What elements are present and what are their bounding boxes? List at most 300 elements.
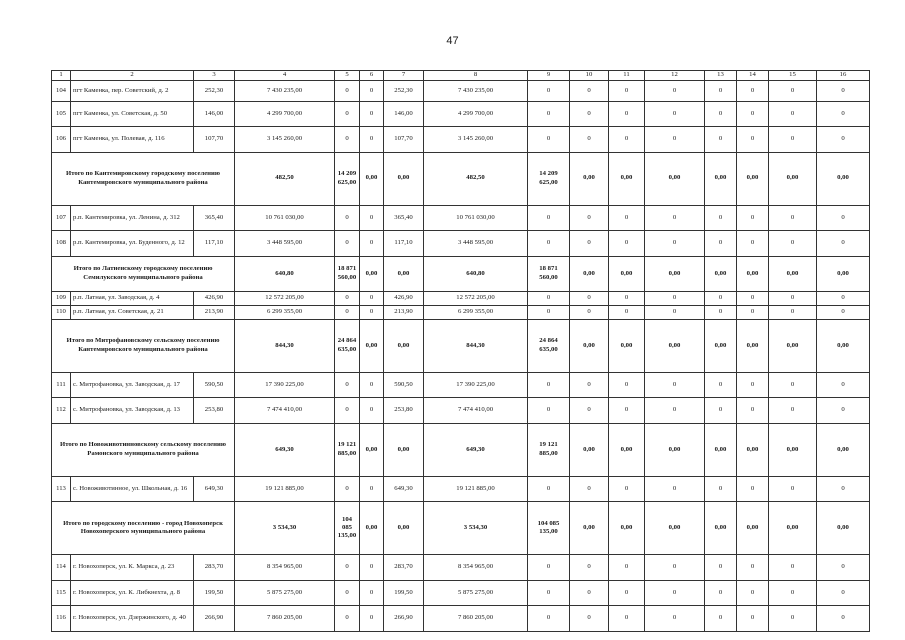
table-cell: 0,00 <box>705 319 737 372</box>
table-cell: 0 <box>769 476 817 502</box>
table-cell: 0 <box>609 476 645 502</box>
table-cell: 0,00 <box>384 256 424 291</box>
table-cell: 0 <box>817 305 870 319</box>
subtotal-row <box>52 319 870 372</box>
column-number: 2 <box>71 71 194 81</box>
table-cell: 6 299 355,00 <box>235 305 335 319</box>
table-cell: 0,00 <box>360 152 384 205</box>
table-cell: 0,00 <box>645 423 705 476</box>
table-cell: 252,30 <box>194 81 235 102</box>
table-cell: 0 <box>335 291 360 305</box>
table-cell: 0,00 <box>384 502 424 555</box>
table-cell: 199,50 <box>194 580 235 606</box>
table-cell: 0 <box>705 231 737 257</box>
address-cell: р.п. Кантемировка, ул. Ленина, д. 312 <box>71 205 194 231</box>
table-cell: 19 121 885,00 <box>335 423 360 476</box>
table-cell: 0 <box>817 580 870 606</box>
table-cell: 0,00 <box>609 152 645 205</box>
table-cell: 18 871 560,00 <box>335 256 360 291</box>
table-cell: 0,00 <box>737 256 769 291</box>
table-cell: 0 <box>737 580 769 606</box>
page-number: 47 <box>446 35 459 47</box>
table-cell: 253,80 <box>384 398 424 424</box>
table-cell: 426,90 <box>194 291 235 305</box>
table-cell: 14 209 625,00 <box>335 152 360 205</box>
table-row <box>52 291 870 305</box>
address-cell: г. Новохоперск, ул. Дзержинского, д. 40 <box>71 606 194 632</box>
table-cell: 104 085 135,00 <box>335 502 360 555</box>
row-number: 107 <box>52 205 71 231</box>
table-cell: 7 430 235,00 <box>424 81 528 102</box>
table-cell: 266,90 <box>194 606 235 632</box>
table-row <box>52 231 870 257</box>
column-number: 7 <box>384 71 424 81</box>
table-cell: 0,00 <box>360 319 384 372</box>
table-cell: 0 <box>360 372 384 398</box>
table-cell: 0 <box>705 555 737 581</box>
table-cell: 0,00 <box>570 502 609 555</box>
row-number: 110 <box>52 305 71 319</box>
table-cell: 0,00 <box>609 423 645 476</box>
table-cell: 17 390 225,00 <box>424 372 528 398</box>
table-cell: 107,70 <box>384 127 424 153</box>
table-cell: 0 <box>705 606 737 632</box>
header-row <box>52 71 870 81</box>
table-cell: 0 <box>769 606 817 632</box>
table-cell: 0 <box>609 231 645 257</box>
table-cell: 0,00 <box>645 152 705 205</box>
table-cell: 0 <box>817 127 870 153</box>
table-cell: 283,70 <box>384 555 424 581</box>
table-row <box>52 372 870 398</box>
table-cell: 8 354 965,00 <box>424 555 528 581</box>
table-cell: 0 <box>609 291 645 305</box>
table-cell: 3 448 595,00 <box>235 231 335 257</box>
table-cell: 0 <box>570 231 609 257</box>
table-cell: 253,80 <box>194 398 235 424</box>
table-cell: 252,30 <box>384 81 424 102</box>
table-cell: 0 <box>528 398 570 424</box>
table-cell: 0 <box>737 476 769 502</box>
table-cell: 0 <box>769 291 817 305</box>
table-cell: 146,00 <box>384 101 424 127</box>
table-cell: 0 <box>705 372 737 398</box>
table-cell: 0 <box>570 81 609 102</box>
table-cell: 0 <box>335 231 360 257</box>
row-number: 108 <box>52 231 71 257</box>
table-cell: 7 474 410,00 <box>424 398 528 424</box>
table-cell: 0 <box>705 101 737 127</box>
table-cell: 0 <box>609 127 645 153</box>
table-cell: 0 <box>360 127 384 153</box>
table-cell: 0 <box>570 372 609 398</box>
table-cell: 844,30 <box>235 319 335 372</box>
table-row <box>52 305 870 319</box>
column-number: 16 <box>817 71 870 81</box>
table-cell: 0 <box>817 555 870 581</box>
table-cell: 0 <box>817 101 870 127</box>
table-cell: 104 085 135,00 <box>528 502 570 555</box>
table-cell: 19 121 885,00 <box>528 423 570 476</box>
table-cell: 0,00 <box>769 423 817 476</box>
table-cell: 649,30 <box>194 476 235 502</box>
table-cell: 0 <box>528 231 570 257</box>
table-cell: 0 <box>737 101 769 127</box>
table-cell: 0 <box>705 205 737 231</box>
table-cell: 0,00 <box>570 152 609 205</box>
table-cell: 0,00 <box>705 423 737 476</box>
subtotal-label: Итого по городскому поселению - город Новохоперск Новохоперского муниципального района <box>52 502 235 555</box>
table-cell: 0 <box>769 398 817 424</box>
table-cell: 117,10 <box>384 231 424 257</box>
table-cell: 0 <box>360 291 384 305</box>
table-cell: 0 <box>817 372 870 398</box>
table-cell: 0 <box>705 127 737 153</box>
table-cell: 0,00 <box>384 152 424 205</box>
table-cell: 24 864 635,00 <box>528 319 570 372</box>
table-row <box>52 476 870 502</box>
table-cell: 0 <box>769 231 817 257</box>
table-cell: 0 <box>570 291 609 305</box>
table-cell: 0,00 <box>705 256 737 291</box>
table-row <box>52 606 870 632</box>
table-cell: 0 <box>335 81 360 102</box>
table-cell: 0 <box>609 101 645 127</box>
table-cell: 0 <box>645 305 705 319</box>
column-number: 1 <box>52 71 71 81</box>
table-cell: 590,50 <box>194 372 235 398</box>
table-row <box>52 205 870 231</box>
table-cell: 0,00 <box>817 423 870 476</box>
table-cell: 5 875 275,00 <box>235 580 335 606</box>
table-cell: 0 <box>817 81 870 102</box>
table-cell: 0,00 <box>817 502 870 555</box>
table-cell: 4 299 700,00 <box>235 101 335 127</box>
table-cell: 0 <box>737 127 769 153</box>
table-cell: 0,00 <box>384 319 424 372</box>
table-cell: 482,50 <box>424 152 528 205</box>
column-number: 3 <box>194 71 235 81</box>
table-cell: 0,00 <box>769 256 817 291</box>
table-cell: 0 <box>528 205 570 231</box>
table-cell: 0,00 <box>645 502 705 555</box>
table-cell: 7 860 205,00 <box>424 606 528 632</box>
table-cell: 0 <box>360 205 384 231</box>
table-row <box>52 127 870 153</box>
table-cell: 649,30 <box>235 423 335 476</box>
table-cell: 590,50 <box>384 372 424 398</box>
table-cell: 0,00 <box>645 319 705 372</box>
table-cell: 18 871 560,00 <box>528 256 570 291</box>
subtotal-row <box>52 256 870 291</box>
table-cell: 0 <box>335 398 360 424</box>
subtotal-label: Итого по Кантемировскому городскому поселению Кантемировского муниципального района <box>52 152 235 205</box>
table-row <box>52 555 870 581</box>
table-cell: 0 <box>528 101 570 127</box>
table-cell: 8 354 965,00 <box>235 555 335 581</box>
table-cell: 0 <box>609 606 645 632</box>
table-cell: 0 <box>335 205 360 231</box>
table-cell: 0 <box>335 580 360 606</box>
table-cell: 426,90 <box>384 291 424 305</box>
column-number: 10 <box>570 71 609 81</box>
table-cell: 0 <box>528 81 570 102</box>
table-cell: 0 <box>360 555 384 581</box>
table-cell: 0 <box>645 398 705 424</box>
table-cell: 0 <box>335 606 360 632</box>
table-cell: 0,00 <box>769 152 817 205</box>
table-cell: 0 <box>769 127 817 153</box>
table-cell: 3 448 595,00 <box>424 231 528 257</box>
table-cell: 24 864 635,00 <box>335 319 360 372</box>
table-cell: 0,00 <box>360 502 384 555</box>
table-cell: 0 <box>570 398 609 424</box>
table-cell: 0 <box>360 231 384 257</box>
table-cell: 0 <box>737 398 769 424</box>
address-cell: г. Новохоперск, ул. К. Маркса, д. 23 <box>71 555 194 581</box>
table-cell: 0 <box>609 580 645 606</box>
table-cell: 5 875 275,00 <box>424 580 528 606</box>
table-cell: 0 <box>645 127 705 153</box>
table-cell: 0 <box>528 372 570 398</box>
address-cell: пгт Каменка, ул. Советская, д. 50 <box>71 101 194 127</box>
table-cell: 0 <box>817 205 870 231</box>
table-cell: 0 <box>528 606 570 632</box>
subtotal-label: Итого по Митрофановскому сельскому поселению Кантемировского муниципального района <box>52 319 235 372</box>
table-cell: 0 <box>769 305 817 319</box>
table-cell: 0 <box>360 606 384 632</box>
table-row <box>52 81 870 102</box>
table-cell: 0 <box>737 205 769 231</box>
table-cell: 0,00 <box>817 319 870 372</box>
table-cell: 0,00 <box>705 502 737 555</box>
table-cell: 0 <box>737 606 769 632</box>
table-cell: 0 <box>528 291 570 305</box>
table-cell: 10 761 030,00 <box>424 205 528 231</box>
table-cell: 0 <box>360 398 384 424</box>
table-cell: 0 <box>570 476 609 502</box>
table-cell: 0,00 <box>360 256 384 291</box>
table-cell: 0 <box>737 291 769 305</box>
table-cell: 14 209 625,00 <box>528 152 570 205</box>
table-cell: 0,00 <box>769 319 817 372</box>
table-cell: 12 572 205,00 <box>424 291 528 305</box>
table-cell: 649,30 <box>424 423 528 476</box>
address-cell: с. Митрофановка, ул. Заводская, д. 13 <box>71 398 194 424</box>
table-cell: 0 <box>609 205 645 231</box>
table-cell: 283,70 <box>194 555 235 581</box>
table-cell: 0 <box>609 555 645 581</box>
table-cell: 0 <box>705 476 737 502</box>
table-cell: 0 <box>737 81 769 102</box>
table-cell: 4 299 700,00 <box>424 101 528 127</box>
table-cell: 0,00 <box>705 152 737 205</box>
address-cell: р.п. Латная, ул. Советская, д. 21 <box>71 305 194 319</box>
table-cell: 0 <box>705 81 737 102</box>
table-cell: 0,00 <box>570 256 609 291</box>
table-cell: 0 <box>528 476 570 502</box>
table-cell: 7 430 235,00 <box>235 81 335 102</box>
table-cell: 0 <box>769 205 817 231</box>
table-cell: 0,00 <box>609 256 645 291</box>
table-cell: 0 <box>360 101 384 127</box>
row-number: 111 <box>52 372 71 398</box>
table-cell: 0,00 <box>817 152 870 205</box>
table-row <box>52 580 870 606</box>
table-cell: 0,00 <box>570 319 609 372</box>
table-cell: 0,00 <box>737 502 769 555</box>
table-cell: 0 <box>335 127 360 153</box>
table-cell: 0 <box>769 555 817 581</box>
subtotal-row <box>52 152 870 205</box>
table-cell: 0 <box>570 305 609 319</box>
table-cell: 0 <box>335 372 360 398</box>
table-cell: 0,00 <box>360 423 384 476</box>
table-cell: 0 <box>737 305 769 319</box>
subtotal-label: Итого по Латненскому городскому поселению Семилукского муниципального района <box>52 256 235 291</box>
row-number: 109 <box>52 291 71 305</box>
row-number: 112 <box>52 398 71 424</box>
column-number: 12 <box>645 71 705 81</box>
table-cell: 0 <box>817 398 870 424</box>
table-cell: 649,30 <box>384 476 424 502</box>
table-cell: 3 534,30 <box>235 502 335 555</box>
table-cell: 0 <box>817 291 870 305</box>
table-cell: 0 <box>360 580 384 606</box>
table-cell: 0 <box>609 305 645 319</box>
table-cell: 0 <box>609 372 645 398</box>
table-cell: 0 <box>570 101 609 127</box>
table-cell: 0 <box>645 291 705 305</box>
table-cell: 0 <box>645 476 705 502</box>
row-number: 104 <box>52 81 71 102</box>
table-cell: 0 <box>645 101 705 127</box>
address-cell: г. Новохоперск, ул. К. Либкнехта, д. 8 <box>71 580 194 606</box>
table-cell: 0 <box>817 606 870 632</box>
subtotal-row <box>52 502 870 555</box>
table-cell: 0 <box>705 305 737 319</box>
table-cell: 0 <box>645 81 705 102</box>
address-cell: с. Митрофановка, ул. Заводская, д. 17 <box>71 372 194 398</box>
table-cell: 365,40 <box>194 205 235 231</box>
table-row <box>52 398 870 424</box>
table-cell: 0 <box>528 305 570 319</box>
table-cell: 12 572 205,00 <box>235 291 335 305</box>
address-cell: р.п. Латная, ул. Заводская, д. 4 <box>71 291 194 305</box>
table-cell: 0 <box>769 101 817 127</box>
row-number: 113 <box>52 476 71 502</box>
table-cell: 0 <box>645 205 705 231</box>
table-cell: 213,90 <box>384 305 424 319</box>
table-cell: 0,00 <box>609 502 645 555</box>
table-cell: 0 <box>645 372 705 398</box>
subtotal-label: Итого по Новоживотинновскому сельскому поселению Рамонского муниципального района <box>52 423 235 476</box>
column-number: 9 <box>528 71 570 81</box>
row-number: 114 <box>52 555 71 581</box>
table-cell: 0 <box>609 81 645 102</box>
table-cell: 146,00 <box>194 101 235 127</box>
table-cell: 365,40 <box>384 205 424 231</box>
table-cell: 117,10 <box>194 231 235 257</box>
row-number: 106 <box>52 127 71 153</box>
table-cell: 844,30 <box>424 319 528 372</box>
table-cell: 17 390 225,00 <box>235 372 335 398</box>
column-number: 8 <box>424 71 528 81</box>
table-cell: 3 534,30 <box>424 502 528 555</box>
table-cell: 0 <box>360 81 384 102</box>
table-cell: 10 761 030,00 <box>235 205 335 231</box>
table-cell: 0,00 <box>737 319 769 372</box>
table-cell: 0 <box>570 555 609 581</box>
row-number: 105 <box>52 101 71 127</box>
table-cell: 0,00 <box>769 502 817 555</box>
table-cell: 19 121 885,00 <box>235 476 335 502</box>
column-number: 11 <box>609 71 645 81</box>
table-cell: 0 <box>645 606 705 632</box>
row-number: 116 <box>52 606 71 632</box>
address-cell: р.п. Кантемировка, ул. Буденного, д. 12 <box>71 231 194 257</box>
table-cell: 0,00 <box>737 152 769 205</box>
table-cell: 0 <box>769 81 817 102</box>
row-number: 115 <box>52 580 71 606</box>
table-row <box>52 101 870 127</box>
table-cell: 0 <box>645 555 705 581</box>
table-cell: 0 <box>737 555 769 581</box>
table-cell: 0 <box>335 305 360 319</box>
table-cell: 0 <box>528 555 570 581</box>
column-number: 6 <box>360 71 384 81</box>
table-cell: 0 <box>528 580 570 606</box>
table-cell: 0 <box>705 398 737 424</box>
column-number: 13 <box>705 71 737 81</box>
column-number: 14 <box>737 71 769 81</box>
table-cell: 0 <box>335 101 360 127</box>
table-cell: 0,00 <box>645 256 705 291</box>
address-cell: с. Новоживотинное, ул. Школьная, д. 16 <box>71 476 194 502</box>
table-cell: 0 <box>817 476 870 502</box>
table-cell: 0 <box>769 580 817 606</box>
subtotal-row <box>52 423 870 476</box>
column-number: 15 <box>769 71 817 81</box>
table-cell: 0 <box>570 580 609 606</box>
table-cell: 0,00 <box>384 423 424 476</box>
table-cell: 0 <box>705 291 737 305</box>
table-cell: 640,80 <box>424 256 528 291</box>
table-cell: 0 <box>737 372 769 398</box>
table-cell: 213,90 <box>194 305 235 319</box>
table-cell: 0 <box>360 305 384 319</box>
table-cell: 0 <box>737 231 769 257</box>
table-cell: 6 299 355,00 <box>424 305 528 319</box>
table-cell: 0 <box>360 476 384 502</box>
column-number: 5 <box>335 71 360 81</box>
table-cell: 7 860 205,00 <box>235 606 335 632</box>
table-cell: 0 <box>769 372 817 398</box>
table-cell: 0 <box>335 555 360 581</box>
data-table <box>51 70 870 632</box>
table-cell: 0 <box>570 127 609 153</box>
table-cell: 482,50 <box>235 152 335 205</box>
table-cell: 0 <box>570 205 609 231</box>
table-cell: 640,80 <box>235 256 335 291</box>
table-cell: 0 <box>528 127 570 153</box>
table-cell: 7 474 410,00 <box>235 398 335 424</box>
address-cell: пгт Каменка, пер. Советский, д. 2 <box>71 81 194 102</box>
table-cell: 0 <box>645 231 705 257</box>
table-cell: 0,00 <box>817 256 870 291</box>
table-cell: 3 145 260,00 <box>424 127 528 153</box>
table-cell: 0,00 <box>737 423 769 476</box>
